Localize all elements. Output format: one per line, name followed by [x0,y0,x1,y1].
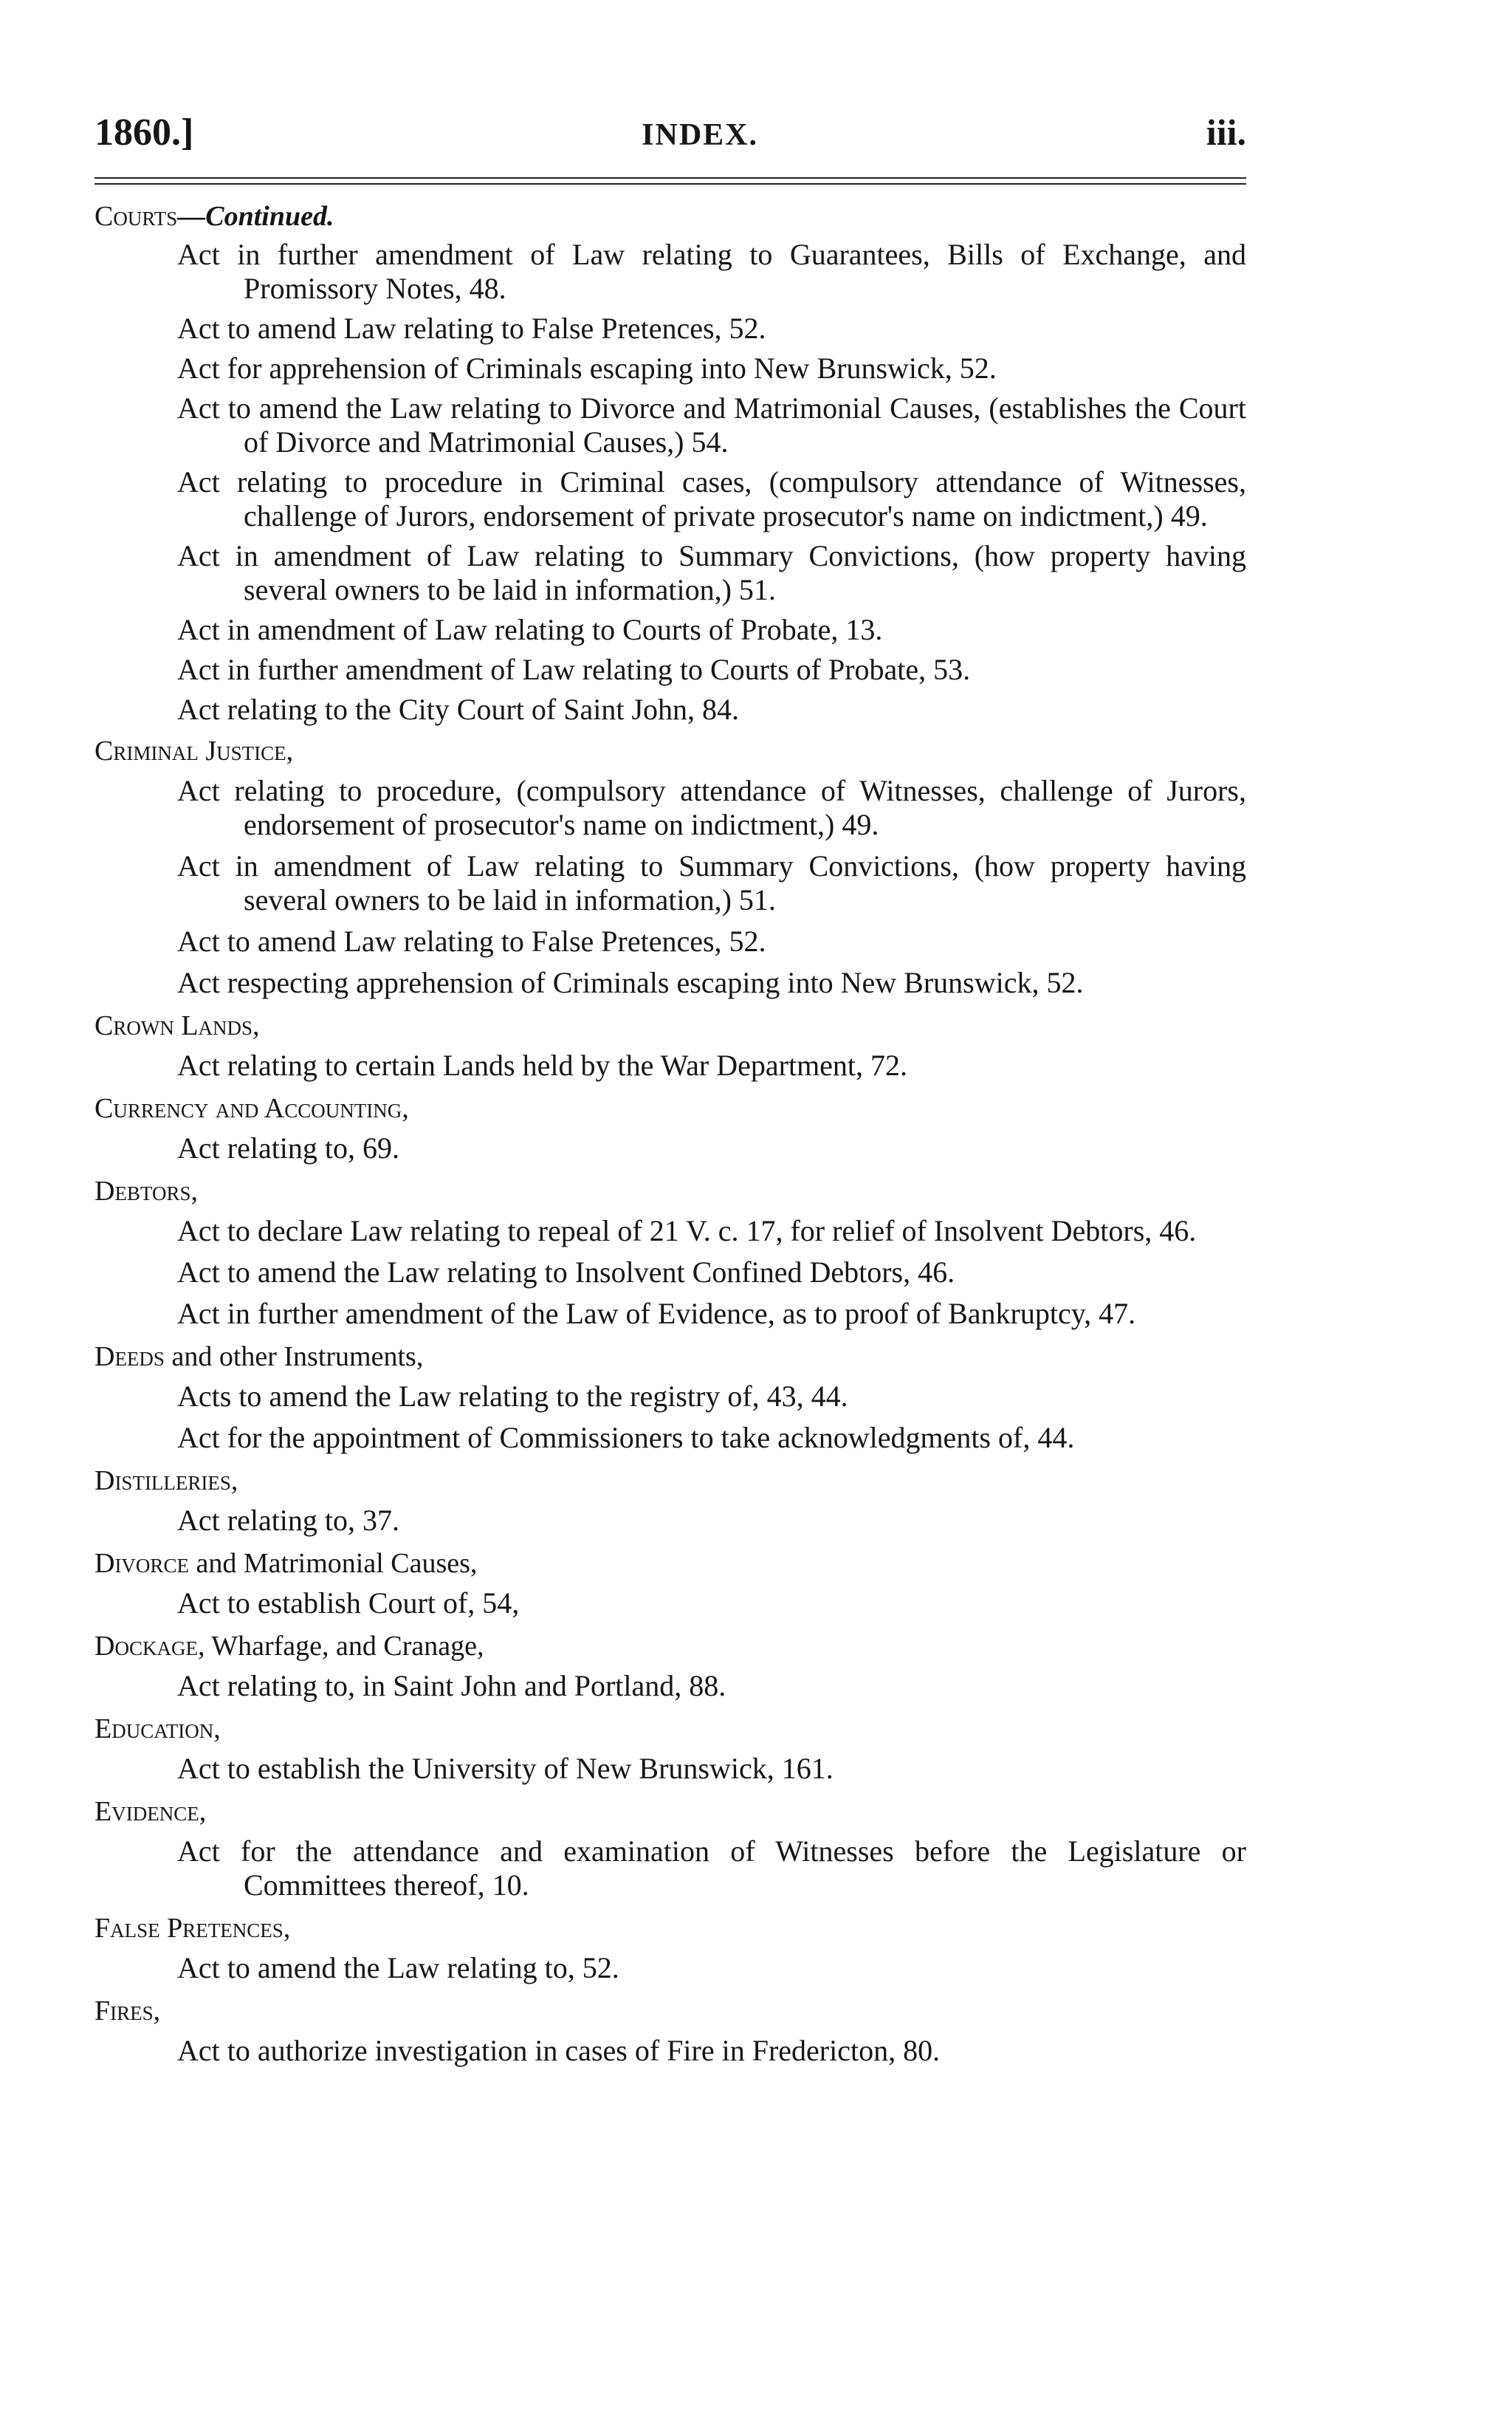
entry-heading: Fires, [94,1995,161,2026]
running-head-year: 1860.] [94,112,194,154]
index-entry-divorce [94,1545,1246,1620]
index-entry-fires [94,1992,1246,2068]
entry-item: Act to amend the Law relating to, 52. [177,1951,619,1984]
entry-heading: Evidence, [94,1796,207,1827]
entry-item: Act relating to the City Court of Saint John, 84. [177,693,740,726]
entry-item: Act to amend Law relating to False Pretences, 52. [177,925,766,958]
index-entry-false-pretences [94,1910,1246,1985]
entry-item: Act in further amendment of the Law of Evidence, as to proof of Bankruptcy, 47. [177,1297,1136,1330]
index-entry-criminal-justice [94,733,1246,1000]
index-entry-evidence [94,1793,1246,1902]
entry-heading: False Pretences, [94,1913,291,1944]
entry-item: Act to establish Court of, 54, [177,1586,520,1620]
entry-heading-text: Courts [94,201,178,232]
entry-heading-text: Dockage, [94,1631,205,1662]
index-entry-crown-lands [94,1007,1246,1083]
entry-item: Act for apprehension of Criminals escaping into New Brunswick, 52. [177,352,997,385]
entry-item: Act in amendment of Law relating to Courts of Probate, 13. [177,613,883,646]
entry-item: Act relating to, in Saint John and Portland, 88. [177,1669,726,1702]
entry-item: Act to establish the University of New Brunswick, 161. [177,1752,834,1785]
page-number: iii. [1206,112,1246,153]
entry-heading [94,1628,1246,1665]
entry-item: Act to amend the Law relating to Insolvent Confined Debtors, 46. [177,1255,955,1289]
entry-item: Act to authorize investigation in cases of Fire in Fredericton, 80. [177,2034,941,2067]
entry-item: Act relating to certain Lands held by the War Department, 72. [177,1049,908,1082]
index-entry-education [94,1710,1246,1786]
entry-heading: Crown Lands, [94,1010,260,1041]
entry-item: Act relating to procedure in Criminal cases, (compulsory attendance of Witnesses, challenge of Jurors, endorsement of private prosecutor's name on indictment,) 49. [177,465,1246,532]
entry-heading [94,1338,1246,1375]
entry-heading-text: Divorce [94,1548,189,1579]
running-head-title: INDEX. [642,118,758,152]
entry-item: Act to declare Law relating to repeal of 21 V. c. 17, for relief of Insolvent Debtors, 46. [177,1214,1197,1247]
entry-item: Act relating to, 69. [177,1131,400,1165]
entry-heading-rest: Wharfage, and Cranage, [205,1631,484,1662]
continued-label: —Continued. [177,201,334,232]
entry-heading: Currency and Accounting, [94,1093,409,1124]
entry-item: Act to amend Law relating to False Pretences, 52. [177,312,766,345]
entry-heading: Distilleries, [94,1465,238,1496]
index-content [94,198,1246,2075]
header-rule [94,177,1246,185]
entry-item: Act for the appointment of Commissioners to take acknowledgments of, 44. [177,1421,1075,1454]
entry-heading [94,1545,1246,1582]
running-head [94,111,1246,162]
entry-heading-rest: and Matrimonial Causes, [188,1548,478,1579]
entry-item: Act for the attendance and examination of Witnesses before the Legislature or Committees thereof, 10. [177,1834,1246,1902]
entry-heading: Education, [94,1713,221,1744]
entry-item: Act respecting apprehension of Criminals escaping into New Brunswick, 52. [177,966,1084,999]
entry-heading [94,198,1246,235]
entry-item: Act in further amendment of Law relating to Guarantees, Bills of Exchange, and Promissory Notes, 48. [177,238,1246,305]
entry-heading: Criminal Justice, [94,736,294,767]
entry-heading: Debtors, [94,1176,198,1207]
entry-item: Acts to amend the Law relating to the registry of, 43, 44. [177,1380,848,1413]
entry-item: Act in amendment of Law relating to Summary Convictions, (how property having several owners to be laid in information,) 51. [177,849,1246,916]
index-entry-distilleries [94,1462,1246,1538]
entry-heading-rest: and other Instruments, [164,1341,424,1372]
entry-item: Act in further amendment of Law relating to Courts of Probate, 53. [177,653,971,686]
index-entry-dockage [94,1628,1246,1703]
index-entry-currency [94,1090,1246,1165]
index-entry-courts [94,198,1246,727]
index-entry-deeds [94,1338,1246,1455]
entry-item: Act in amendment of Law relating to Summary Convictions, (how property having several owners to be laid in information,) 51. [177,539,1246,606]
entry-item: Act relating to procedure, (compulsory attendance of Witnesses, challenge of Jurors, endorsement of prosecutor's name on indictment,) 49. [177,774,1246,841]
entry-item: Act to amend the Law relating to Divorce and Matrimonial Causes, (establishes the Court of Divorce and Matrimonial Causes,) 54. [177,391,1246,459]
entry-item: Act relating to, 37. [177,1504,400,1537]
index-entry-debtors [94,1173,1246,1331]
entry-heading-text: Deeds [94,1341,165,1372]
